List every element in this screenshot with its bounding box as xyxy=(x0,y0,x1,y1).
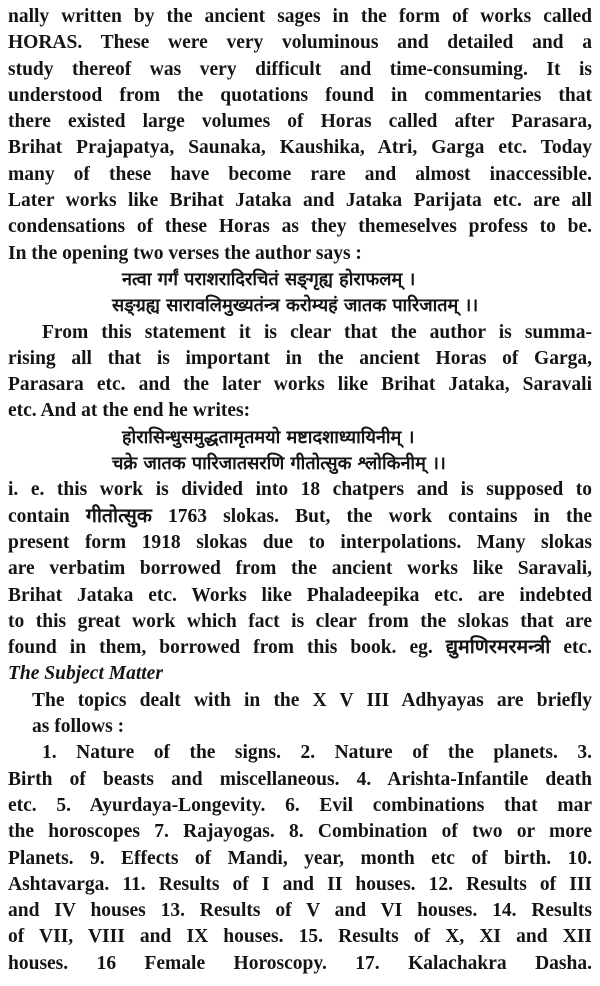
paragraph-statement xyxy=(8,320,592,425)
sanskrit-verse-opening xyxy=(8,267,592,320)
text-line: Parasara etc. and the later works like Brihat Jataka, Saravali xyxy=(8,374,592,396)
verse-line: चक्रे जातक पारिजातसरणि गीतोत्सुक श्लोकिनीम् ।। xyxy=(112,453,446,475)
text-line: and IV houses 13. Results of V and VI houses. 14. Results xyxy=(8,900,592,922)
text-line: many of these have become rare and almost inaccessible. xyxy=(8,163,592,185)
text-line: Planets. 9. Effects of Mandi, year, month etc of birth. 10. xyxy=(8,847,592,869)
text-line: Later works like Brihat Jataka and Jataka Parijata etc. are all xyxy=(8,190,592,212)
text-line: condensations of these Horas as they themeselves profess to be. xyxy=(8,216,592,238)
text-line: Ashtavarga. 11. Results of I and II houses. 12. Results of III xyxy=(8,873,592,895)
verse-line: सङ्ग्रह्य सारावलिमुख्यतंन्त्र करोम्यहं जातक पारिजातम् ।। xyxy=(112,295,479,317)
text-line: as follows : xyxy=(32,716,125,738)
text-line: i. e. this work is divided into 18 chatpers and is supposed to xyxy=(8,479,592,501)
text-line: are verbatim borrowed from the ancient works like Saravali, xyxy=(8,558,592,580)
text-line: 1. Nature of the signs. 2. Nature of the planets. 3. xyxy=(42,742,592,764)
text-line: In the opening two verses the author says : xyxy=(8,242,362,264)
text-line: study thereof was very difficult and time-consuming. It is xyxy=(8,58,592,80)
text-line: present form 1918 slokas due to interpolations. Many slokas xyxy=(8,531,592,553)
text-line: the horoscopes 7. Rajayogas. 8. Combination of two or more xyxy=(8,821,592,843)
text-line: rising all that is important in the ancient Horas of Garga, xyxy=(8,347,592,369)
text-line: understood from the quotations found in commentaries that xyxy=(8,84,592,106)
text-line: houses. 16 Female Horoscopy. 17. Kalachakra Dasha. xyxy=(8,952,592,974)
paragraph-chapters xyxy=(8,477,592,661)
text-line: HORAS. These were very voluminous and detailed and a xyxy=(8,32,592,54)
sanskrit-verse-ending xyxy=(8,425,592,478)
text-line: to this great work which fact is clear from the slokas that are xyxy=(8,610,592,632)
verse-line: होरासिन्धुसमुद्धतामृतमयो मष्टादशाध्यायिनीम् । xyxy=(122,426,415,448)
text-line: contain गीतोत्सुक 1763 slokas. But, the work contains in the xyxy=(8,505,592,527)
text-line: etc. And at the end he writes: xyxy=(8,400,251,422)
verse-line: नत्वा गर्गं पराशरादिरचितं सङ्गृह्य होराफलम् । xyxy=(122,268,416,290)
section-heading: The Subject Matter xyxy=(8,663,163,685)
text-line: there existed large volumes of Horas called after Parasara, xyxy=(8,111,592,133)
text-line: of VII, VIII and IX houses. 15. Results of X, XI and XII xyxy=(8,926,592,948)
text-line: nally written by the ancient sages in the form of works called xyxy=(8,6,592,27)
paragraph-horas xyxy=(8,4,592,267)
text-line: The topics dealt with in the X V III Adhyayas are briefly xyxy=(32,689,592,711)
text-line: etc. 5. Ayurdaya-Longevity. 6. Evil combinations that mar xyxy=(8,794,592,816)
paragraph-topics-list xyxy=(8,740,592,977)
text-line: Brihat Jataka etc. Works like Phaladeepika etc. are indebted xyxy=(8,584,592,606)
text-line: From this statement it is clear that the author is summa- xyxy=(42,321,592,343)
text-line: found in them, borrowed from this book. eg. द्युमणिरमरमन्त्री etc. xyxy=(8,637,592,659)
text-line: Birth of beasts and miscellaneous. 4. Arishta-Infantile death xyxy=(8,768,592,790)
text-line: Brihat Prajapatya, Saunaka, Kaushika, Atri, Garga etc. Today xyxy=(8,137,592,159)
paragraph-topics-intro xyxy=(8,688,592,741)
